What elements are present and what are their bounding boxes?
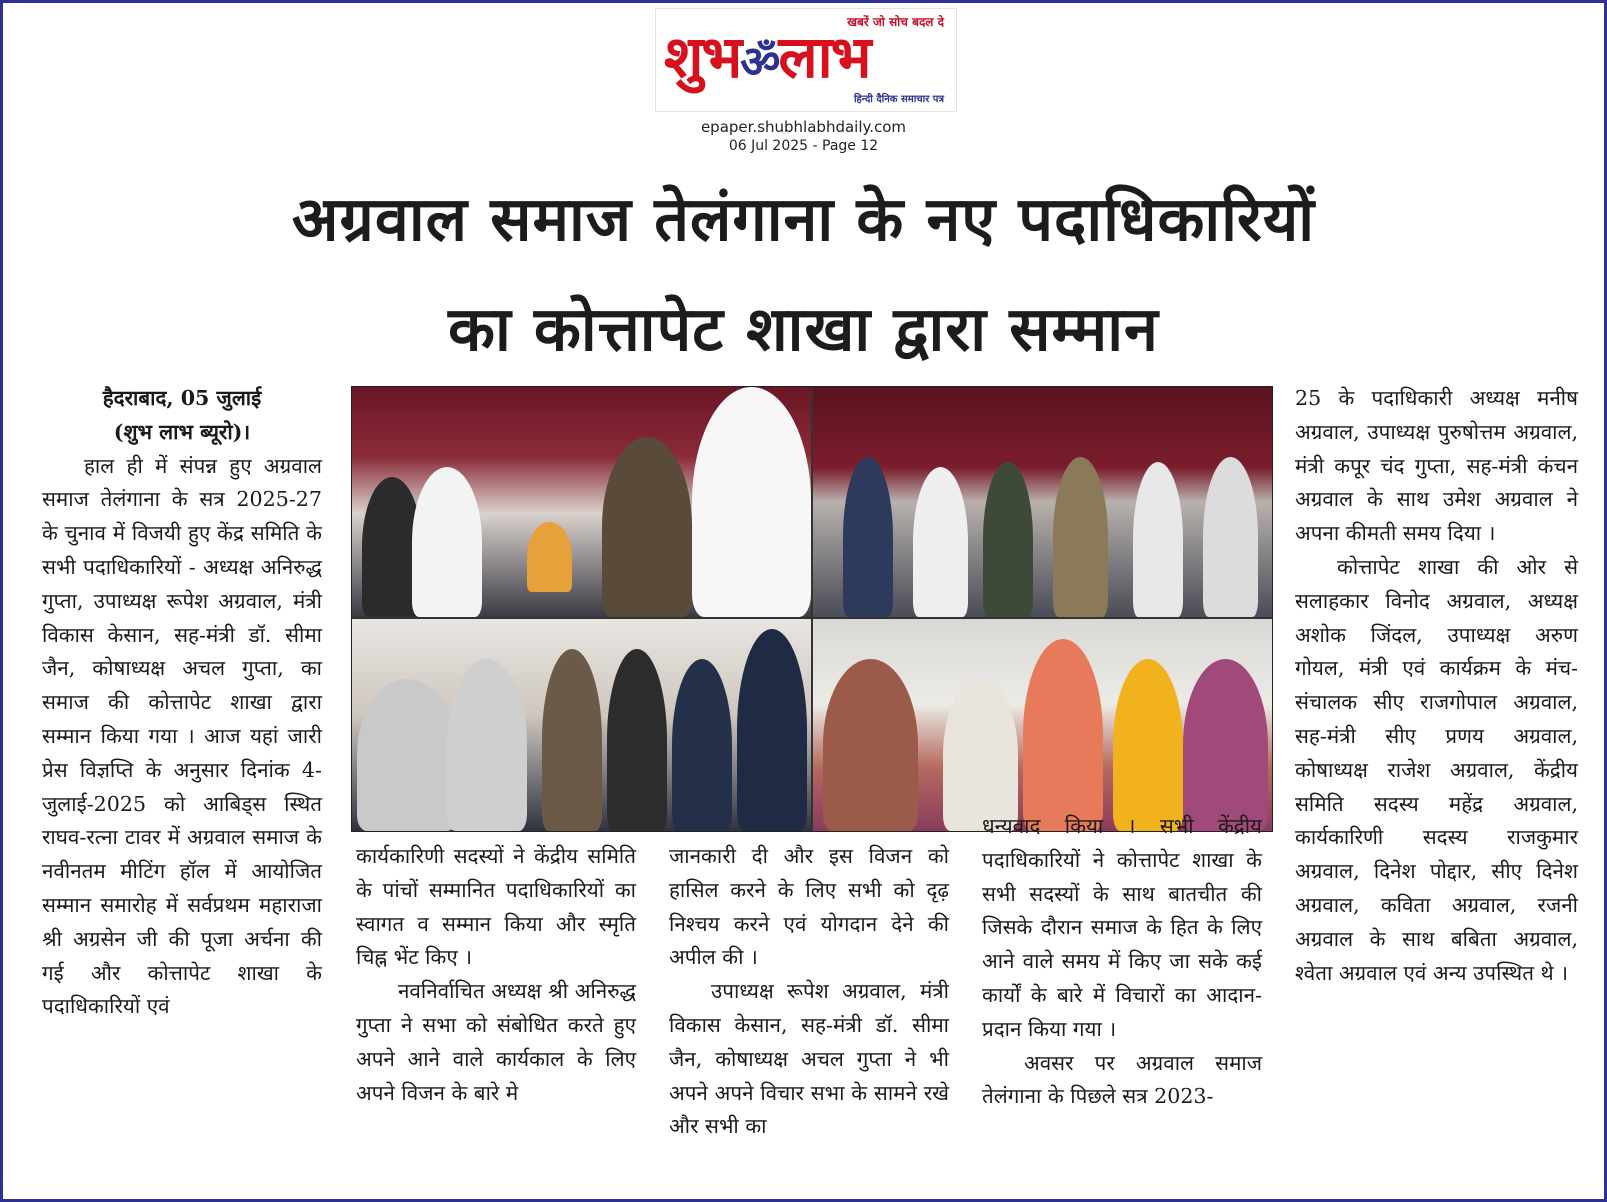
- logo-subtitle: हिन्दी दैनिक समाचार पत्र: [853, 94, 944, 105]
- article-paragraph: अवसर पर अग्रवाल समाज तेलंगाना के पिछले सत्र 2023-: [982, 1050, 1262, 1109]
- article-column-4: [982, 810, 1262, 1114]
- logo-tagline: खबरें जो सोच बदल दे: [847, 15, 944, 29]
- ganesh-icon: ॐ: [740, 37, 779, 88]
- event-photo-group-selfie: [352, 387, 811, 617]
- headline-line-1: अग्रवाल समाज तेलंगाना के नए पदाधिकारियों: [291, 184, 1316, 255]
- epaper-url: epaper.shubhlabhdaily.com: [700, 118, 907, 136]
- headline-line-2: का कोत्तापेट शाखा द्वारा सम्मान: [448, 294, 1159, 365]
- event-photo-women-members: [813, 619, 1272, 831]
- photo-collage: [351, 386, 1273, 832]
- article-column-5: [1295, 382, 1578, 990]
- article-column-2: [356, 840, 636, 1110]
- article-paragraph: हाल ही में संपन्न हुए अग्रवाल समाज तेलंगाना के सत्र 2025-27 के चुनाव में विजयी हुए केंद्र समिति के सभी पदाधिकारियों - अध्यक्ष अनिरुद्ध गुप्ता, उपाध्यक्ष रूपेश अग्रवाल, मंत्री विकास केसान, सह-मंत्री डॉ. सीमा जैन, कोषाध्यक्ष अचल गुप्ता, का समाज की कोत्तापेट शाखा द्वारा सम्मान किया गया । आज यहां जारी प्रेस विज्ञप्ति के अनुसार दिनांक 4-जुलाई-2025 को आबिड्स स्थित राघव-रत्ना टावर में अग्रवाल समाज के नवीनतम मीटिंग हॉल में आयोजित सम्मान समारोह में सर्वप्रथम महाराजा श्री अग्रसेन जी की पूजा अर्चना की गई और कोत्तापेट शाखा के पदाधिकारियों एवं: [42, 453, 322, 1019]
- article-column-1: [42, 382, 322, 1024]
- dateline-bureau: (शुभ लाभ ब्यूरो)।: [113, 419, 251, 444]
- logo-word-right: लाभ: [778, 23, 870, 91]
- article-paragraph: जानकारी दी और इस विजन को हासिल करने के लिए सभी को दृढ़ निश्चय करने एवं योगदान देने की अपील की ।: [669, 844, 949, 970]
- article-paragraph: कार्यकारिणी सदस्यों ने केंद्रीय समिति के पांचों सम्मानित पदाधिकारियों का स्वागत व सम्मान किया और स्मृति चिह्न भेंट किए ।: [356, 844, 636, 970]
- edition-date-page: 06 Jul 2025 - Page 12: [728, 138, 879, 154]
- logo-word-left: शुभ: [664, 23, 741, 91]
- article-paragraph: उपाध्यक्ष रूपेश अग्रवाल, मंत्री विकास केसान, सह-मंत्री डॉ. सीमा जैन, कोषाध्यक्ष अचल गुप्ता ने भी अपने अपने विचार सभा के सामने रखे और सभी का: [669, 979, 949, 1139]
- article-paragraph: कोत्तापेट शाखा की ओर से सलाहकार विनोद अग्रवाल, अध्यक्ष अशोक जिंदल, उपाध्यक्ष अरुण गोयल, मंत्री एवं कार्यक्रम के मंच-संचालक सीए राजगोपाल अग्रवाल, सह-मंत्री सीए प्रणय अग्रवाल, कोषाध्यक्ष राजेश अग्रवाल, केंद्रीय समिति सदस्य महेंद्र अग्रवाल, कार्यकारिणी सदस्य राजकुमार अग्रवाल, दिनेश पोद्दार, सीए दिनेश अग्रवाल, कविता अग्रवाल, रजनी अग्रवाल के साथ बबिता अग्रवाल, श्वेता अग्रवाल एवं अन्य उपस्थित थे ।: [1295, 554, 1578, 985]
- logo-wordmark: [664, 25, 869, 95]
- article-column-3: [669, 840, 949, 1144]
- event-photo-group-stage: [813, 387, 1272, 617]
- dateline: हैदराबाद, 05 जुलाई: [102, 386, 262, 410]
- newspaper-logo: [655, 8, 957, 112]
- article-paragraph: नवनिर्वाचित अध्यक्ष श्री अनिरुद्ध गुप्ता ने सभा को संबोधित करते हुए अपने आने वाले कार्यकाल के लिए अपने विजन के बारे मे: [356, 979, 636, 1105]
- event-photo-seated-guests: [352, 619, 811, 831]
- article-paragraph: धन्यवाद किया । सभी केंद्रीय पदाधिकारियों ने कोत्तापेट शाखा के सभी सदस्यों के साथ बातचीत की जिसके दौरान समाज के हित के लिए आने वाले समय में किए जा सके कई कार्यों के बारे में विचारों का आदान-प्रदान किया गया ।: [982, 814, 1262, 1041]
- article-paragraph: 25 के पदाधिकारी अध्यक्ष मनीष अग्रवाल, उपाध्यक्ष पुरुषोत्तम अग्रवाल, मंत्री कपूर चंद गुप्ता, सह-मंत्री कंचन अग्रवाल के साथ उमेश अग्रवाल ने अपना कीमती समय दिया ।: [1295, 386, 1578, 546]
